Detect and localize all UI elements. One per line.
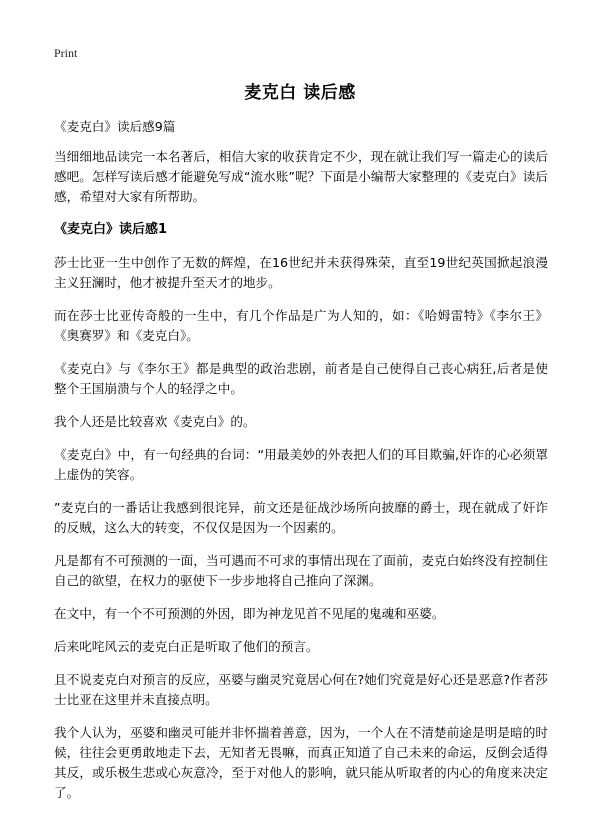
paragraph: 我个人还是比较喜欢《麦克白》的。 [54,414,256,429]
paragraph: 在文中，有一个不可预测的外因，即为神龙见首不见尾的鬼魂和巫婆。 [54,606,445,621]
paragraph: 莎士比亚一生中创作了无数的辉煌，在16世纪并未获得殊荣，直至19世纪英国掀起浪漫主义狂澜时，他才被提升至天才的地步。 [54,255,548,290]
article-subtitle: 《麦克白》读后感9篇 [54,119,176,134]
section-heading: 《麦克白》读后感1 [54,222,168,237]
page-title: 麦克白 读后感 [244,83,356,103]
paragraph: 《麦克白》与《李尔王》都是典型的政治悲剧，前者是自己使得自己丧心病狂,后者是使整个王国崩溃与个人的轻浮之中。 [54,361,548,396]
paragraph: 凡是都有不可预测的一面，当可遇而不可求的事情出现在了面前，麦克白始终没有控制住自己的欲望，在权力的驱使下一步步地将自己推向了深渊。 [54,553,548,588]
intro-paragraph: 当细细地品读完一本名著后，相信大家的收获肯定不少，现在就让我们写一篇走心的读后感吧。怎样写读后感才能避免写成“流水账”呢？下面是小编帮大家整理的《麦克白》读后感，希望对大家有所帮助。 [54,149,548,204]
paragraph: 后来叱咤风云的麦克白正是听取了他们的预言。 [54,639,319,654]
paragraph: 《麦克白》中，有一句经典的台词：“用最美妙的外表把人们的耳目欺骗,奸诈的心必须罩上虚伪的笑容。 [54,447,548,482]
print-link[interactable]: Print [54,46,78,60]
paragraph: 我个人认为，巫婆和幽灵可能并非怀揣着善意，因为，一个人在不清楚前途是明是暗的时候，往往会更勇敢地走下去，无知者无畏嘛，而真正知道了自己未来的命运，反倒会适得其反，或乐极生悲或心灰意冷，至于对他人的影响，就只能从听取者的内心的角度来决定了。 [54,725,548,800]
paragraph: 且不说麦克白对预言的反应，巫婆与幽灵究竟居心何在?她们究竟是好心还是恶意?作者莎士比亚在这里并未直接点明。 [54,672,548,707]
paragraph: 而在莎士比亚传奇般的一生中，有几个作品是广为人知的，如：《哈姆雷特》《李尔王》《奥赛罗》和《麦克白》。 [54,308,548,343]
paragraph: ”麦克白的一番话让我感到很诧异，前文还是征战沙场所向披靡的爵士，现在就成了奸诈的反贼，这么大的转变，不仅仅是因为一个因素的。 [54,500,548,535]
article-body [54,117,548,816]
